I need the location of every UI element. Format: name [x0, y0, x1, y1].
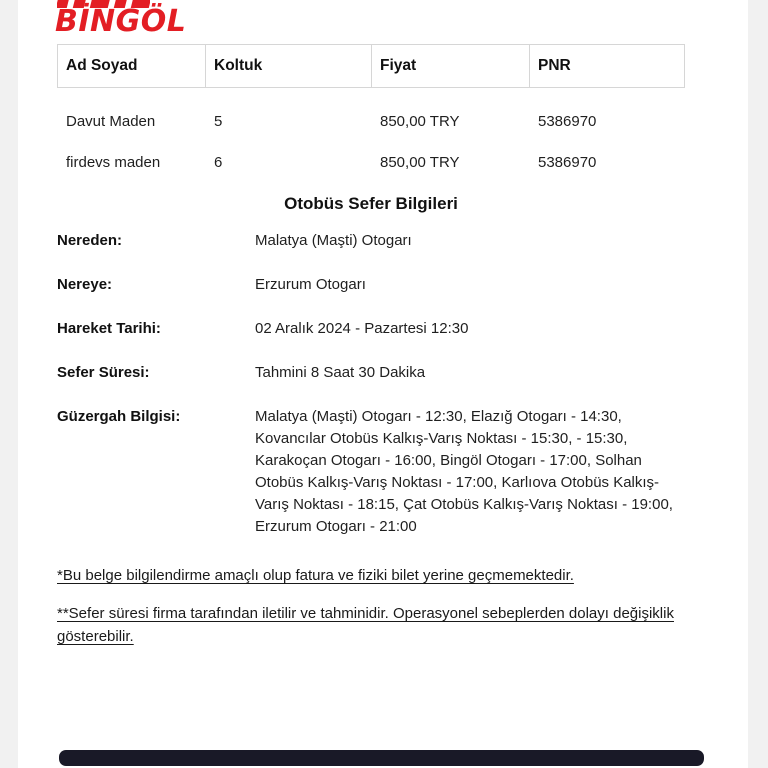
header-cell-name: Ad Soyad	[57, 44, 205, 88]
header-cell-price: Fiyat	[371, 44, 529, 88]
brand-logo: BİNGÖL	[55, 4, 187, 39]
field-row-origin	[57, 230, 697, 274]
passenger-seat: 6	[214, 154, 223, 171]
field-label: Hareket Tarihi:	[57, 320, 161, 337]
field-value: 02 Aralık 2024 - Pazartesi 12:30	[255, 320, 469, 337]
trip-info-fields	[57, 230, 697, 538]
passenger-table-header-row	[57, 44, 685, 88]
table-row	[57, 101, 685, 142]
field-value: Malatya (Maşti) Otogarı	[255, 232, 412, 249]
field-label: Güzergah Bilgisi:	[57, 408, 181, 425]
trip-info-title: Otobüs Sefer Bilgileri	[284, 194, 458, 213]
passenger-pnr: 5386970	[538, 154, 597, 171]
passenger-pnr: 5386970	[538, 113, 597, 130]
field-row-duration	[57, 362, 697, 406]
field-value: Malatya (Maşti) Otogarı - 12:30, Elazığ Otogarı - 14:30, Kovancılar Otobüs Kalkış-Varış Noktası - 15:30, - 15:30, Karakoçan Otogarı - 16:00, Bingöl Otogarı - 17:00, Solhan Otobüs Kalkış-Varış Noktası - 17:00, Karlıova Otobüs Kalkış-Varış Noktası - 18:15, Çat Otobüs Kalkış-Varış Noktası - 19:00, Erzurum Otogarı - 21:00	[255, 408, 673, 535]
table-row	[57, 142, 685, 183]
field-row-route	[57, 406, 697, 538]
passenger-table	[57, 44, 685, 183]
header-cell-pnr: PNR	[529, 44, 685, 88]
field-label: Nereye:	[57, 276, 113, 293]
footer-bar	[59, 750, 704, 766]
passenger-name: firdevs maden	[66, 154, 161, 171]
passenger-name: Davut Maden	[66, 113, 156, 130]
footnote-disclaimer: *Bu belge bilgilendirme amaçlı olup fatura ve fiziki bilet yerine geçmemektedir.	[57, 567, 574, 584]
passenger-price: 850,00 TRY	[380, 154, 460, 171]
field-label: Sefer Süresi:	[57, 364, 150, 381]
header-cell-seat: Koltuk	[205, 44, 371, 88]
passenger-seat: 5	[214, 113, 223, 130]
field-row-destination	[57, 274, 697, 318]
field-value: Tahmini 8 Saat 30 Dakika	[255, 364, 426, 381]
field-value: Erzurum Otogarı	[255, 276, 366, 293]
field-row-departure-date	[57, 318, 697, 362]
passenger-price: 850,00 TRY	[380, 113, 460, 130]
footnote-duration-disclaimer: **Sefer süresi firma tarafından iletilir ve tahminidir. Operasyonel sebeplerden dolayı değişiklik gösterebilir.	[57, 605, 674, 645]
ticket-page	[18, 0, 748, 768]
field-label: Nereden:	[57, 232, 123, 249]
